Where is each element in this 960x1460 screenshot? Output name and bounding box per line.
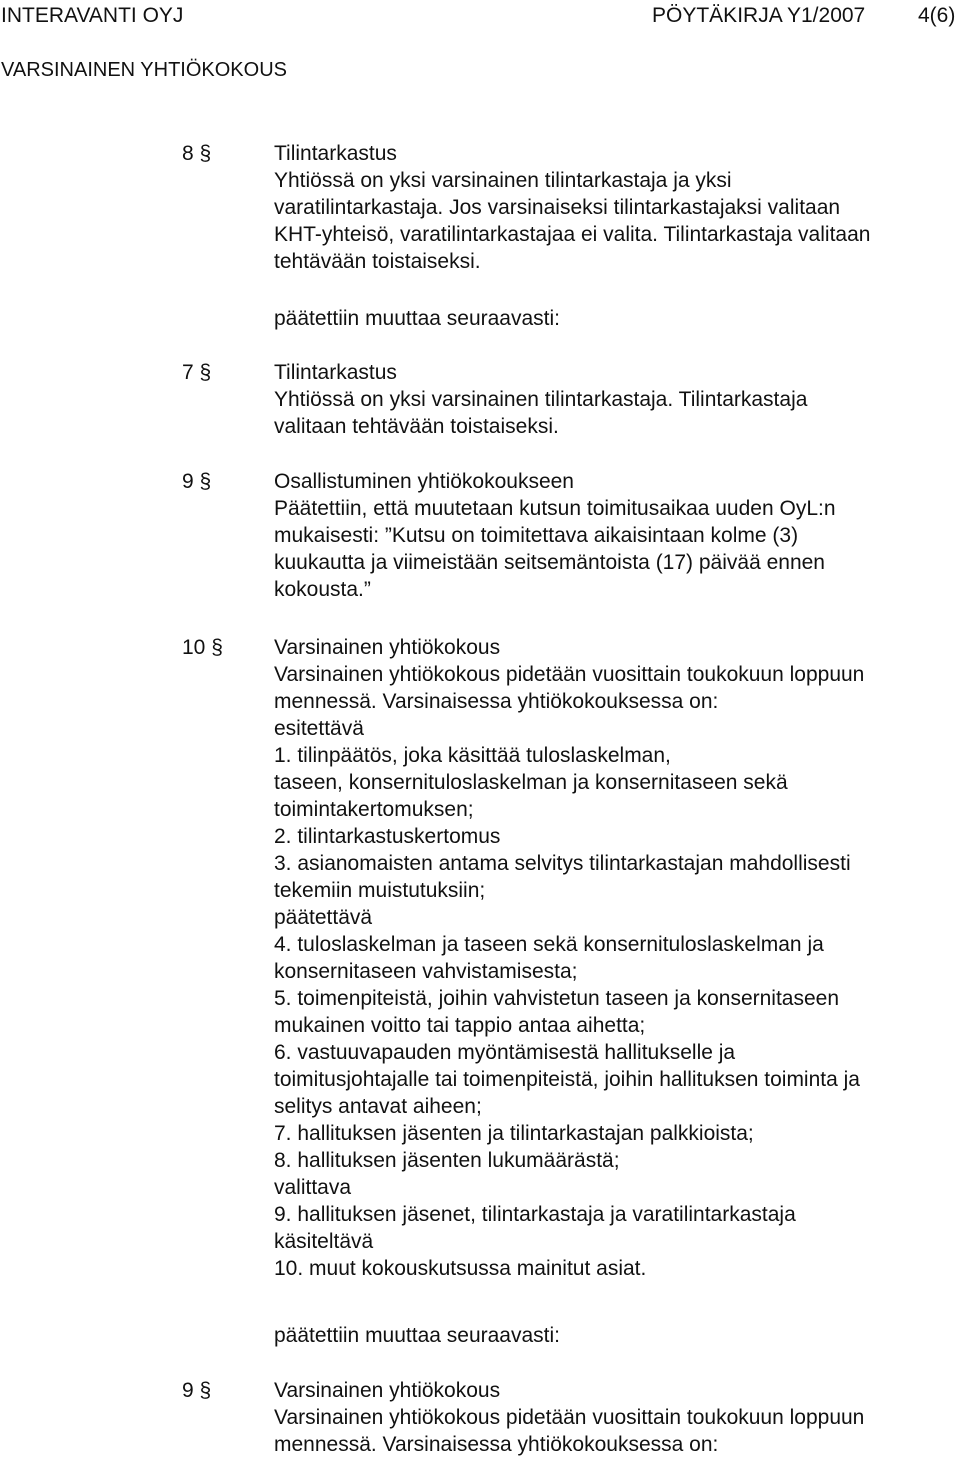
section-heading: Varsinainen yhtiökokous — [274, 1379, 501, 1402]
meeting-title: VARSINAINEN YHTIÖKOKOUS — [1, 59, 287, 81]
document-reference: PÖYTÄKIRJA Y1/2007 — [652, 4, 866, 27]
section-heading: Tilintarkastus — [274, 361, 397, 384]
section-number: 9 § — [182, 1379, 212, 1402]
text-line: päätettiin muuttaa seuraavasti: — [274, 1324, 561, 1347]
list-item: 4. tuloslaskelman ja taseen sekä konsernituloslaskelman ja — [274, 933, 824, 956]
list-group-label: käsiteltävä — [274, 1230, 374, 1253]
text-line: kuukautta ja viimeistään seitsemäntoista (17) päivää ennen — [274, 551, 825, 574]
list-group-label: päätettävä — [274, 906, 373, 929]
list-item: konsernitaseen vahvistamisesta; — [274, 960, 578, 983]
text-line: Yhtiössä on yksi varsinainen tilintarkastaja ja yksi — [274, 169, 732, 192]
text-line: tehtävään toistaiseksi. — [274, 250, 481, 273]
section-body — [274, 634, 954, 1282]
list-item: mukainen voitto tai tappio antaa aihetta; — [274, 1014, 646, 1037]
list-item: selitys antavat aiheen; — [274, 1095, 482, 1118]
list-item: 1. tilinpäätös, joka käsittää tuloslaskelman, — [274, 744, 671, 767]
page-number: 4(6) — [918, 4, 956, 27]
text-line: valitaan tehtävään toistaiseksi. — [274, 415, 559, 438]
list-item: 3. asianomaisten antama selvitys tilintarkastajan mahdollisesti — [274, 852, 851, 875]
section-number: 9 § — [182, 470, 212, 493]
text-line: Varsinainen yhtiökokous pidetään vuosittain toukokuun loppuun — [274, 1406, 865, 1429]
company-name: INTERAVANTI OYJ — [1, 4, 184, 27]
list-item: 6. vastuuvapauden myöntämisestä hallitukselle ja — [274, 1041, 736, 1064]
list-item: toimintakertomuksen; — [274, 798, 474, 821]
text-line: Yhtiössä on yksi varsinainen tilintarkastaja. Tilintarkastaja — [274, 388, 808, 411]
text-line: Päätettiin, että muutetaan kutsun toimitusaikaa uuden OyL:n — [274, 497, 836, 520]
list-item: 2. tilintarkastuskertomus — [274, 825, 501, 848]
text-line: päätettiin muuttaa seuraavasti: — [274, 307, 561, 330]
list-item: 7. hallituksen jäsenten ja tilintarkastajan palkkioista; — [274, 1122, 754, 1145]
section-heading: Varsinainen yhtiökokous — [274, 636, 501, 659]
text-line: Varsinainen yhtiökokous pidetään vuosittain toukokuun loppuun — [274, 663, 865, 686]
section-heading: Osallistuminen yhtiökokoukseen — [274, 470, 574, 493]
list-item: 10. muut kokouskutsussa mainitut asiat. — [274, 1257, 647, 1280]
section-number: 7 § — [182, 361, 212, 384]
section-body — [274, 359, 954, 440]
text-line: KHT-yhteisö, varatilintarkastajaa ei valita. Tilintarkastaja valitaan — [274, 223, 871, 246]
section-number: 10 § — [182, 636, 223, 659]
text-line: mennessä. Varsinaisessa yhtiökokouksessa on: — [274, 1433, 719, 1456]
list-group-label: valittava — [274, 1176, 352, 1199]
section-body — [274, 305, 954, 332]
section-body — [274, 1322, 954, 1349]
section-number: 8 § — [182, 142, 212, 165]
list-item: 8. hallituksen jäsenten lukumäärästä; — [274, 1149, 620, 1172]
list-item: taseen, konsernituloslaskelman ja konsernitaseen sekä — [274, 771, 788, 794]
list-item: 9. hallituksen jäsenet, tilintarkastaja ja varatilintarkastaja — [274, 1203, 796, 1226]
section-body — [274, 1377, 954, 1458]
section-body — [274, 468, 954, 603]
text-line: mennessä. Varsinaisessa yhtiökokouksessa on: — [274, 690, 719, 713]
list-group-label: esitettävä — [274, 717, 364, 740]
text-line: mukaisesti: ”Kutsu on toimitettava aikaisintaan kolme (3) — [274, 524, 799, 547]
section-heading: Tilintarkastus — [274, 142, 397, 165]
list-item: 5. toimenpiteistä, joihin vahvistetun taseen ja konsernitaseen — [274, 987, 840, 1010]
text-line: varatilintarkastaja. Jos varsinaiseksi tilintarkastajaksi valitaan — [274, 196, 841, 219]
section-body — [274, 140, 954, 275]
list-item: toimitusjohtajalle tai toimenpiteistä, joihin hallituksen toiminta ja — [274, 1068, 860, 1091]
text-line: kokousta.” — [274, 578, 371, 601]
list-item: tekemiin muistutuksiin; — [274, 879, 486, 902]
